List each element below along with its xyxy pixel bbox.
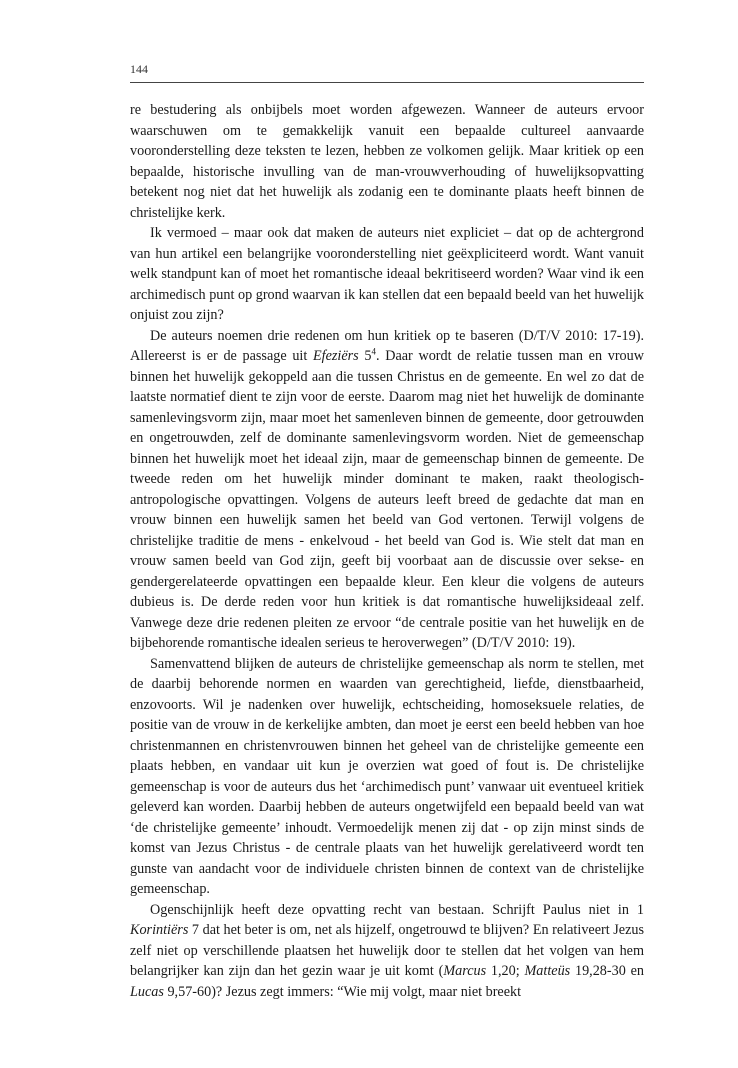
paragraph-5: Ogenschijnlijk heeft deze opvatting recht van bestaan. Schrijft Paulus niet in 1 Korintiërs 7 dat het beter is om, net als hijzelf, ongetrouwd te blijven? En relativeert Jezus zelf niet op verschillende plaatsen het huwelijk door te stellen dat het volgen van hem belangrijker kan zijn dan het gezin waar je uit komt (Marcus 1,20; Matteüs 19,28-30 en Lucas 9,57-60)? Jezus zegt immers: “Wie mij volgt, maar niet breekt [130,901,644,1000]
book-reference: Matteüs [524,963,571,979]
body-text [130,100,644,1002]
paragraph-4: Samenvattend blijken de auteurs de christelijke gemeenschap als norm te stellen, met de daarbij behorende normen en waarden van gerechtigheid, liefde, dienstbaarheid, enzovoorts. Wil je nadenken over huwelijk, echtscheiding, homoseksuele relaties, de positie van de vrouw in de kerkelijke ambten, dan moet je eerst een beeld hebben van hoe christenmannen en christenvrouwen binnen het geheel van de christelijke gemeente een plaats hebben, en vandaar uit kun je overzien wat goed of fout is. De christelijke gemeenschap is voor de auteurs dus het ‘archimedisch punt’ vanwaar uit eventueel kritiek geleverd kan worden. Daarbij hebben de auteurs ongetwijfeld een bepaald beeld van wat ‘de christelijke gemeente’ inhoudt. Vermoedelijk menen zij dat - op zijn minst sinds de komst van Jezus Christus - de centrale plaats van het huwelijk gerelativeerd wordt ten gunste van aandacht voor de individuele christen binnen de context van de christelijke gemeenschap. [130,655,644,897]
footnote-marker: 4 [371,346,376,357]
paragraph-3: De auteurs noemen drie redenen om hun kritiek op te baseren (D/T/V 2010: 17-19). Allereerst is er de passage uit Efeziërs $5^4$. Daar wordt de relatie tussen man en vrouw binnen het huwelijk gekoppeld aan die tussen Christus en de gemeente. En wel zo dat de laatste normatief dient te zijn voor de eerste. Daarom mag niet het huwelijk de dominante samenlevingsvorm zijn, maar moet het samenleven binnen de gemeente, door getrouwden en ongetrouwden, zelf de dominante samenlevingsvorm worden. Niet de gemeenschap binnen het huwelijk moet het ideaal zijn, maar de gemeenschap binnen de gemeente. De tweede reden om het huwelijk minder dominant te maken, raakt theologisch-antropologische opvattingen. Volgens de auteurs leeft breed de gedachte dat man en vrouw binnen een huwelijk samen het beeld van God vertonen. Terwijl volgens de christelijke traditie de mens - enkelvoud - het beeld van God is. Wie stelt dat man en vrouw samen beeld van God zijn, geeft bij voorbaat aan de discussie over sekse- en gendergerelateerde opvattingen een bepaalde kleur. Een kleur die volgens de auteurs dubieus is. De derde reden voor hun kritiek is dat romantische huwelijksideaal zelf. Vanwege deze drie redenen pleiten ze ervoor “de centrale positie van het huwelijk en de bijbehorende romantische idealen serieus te heroverwegen” (D/T/V 2010: 19). [130,327,644,651]
book-reference: Lucas [130,983,164,1000]
book-reference: Marcus [443,963,487,979]
paragraph-2: Ik vermoed – maar ook dat maken de auteurs niet expliciet – dat op de achtergrond van hun artikel een belangrijke vooronderstelling niet geëxpliciteerd wordt. Want vanuit welk standpunt kan of moet het romantische ideaal bekritiseerd worden? Waar vind ik een archimedisch punt op grond waarvan ik kan stellen dat een bepaald beeld van het huwelijk onjuist zou zijn? [130,225,644,323]
book-reference: Korintiërs [130,922,189,938]
header-rule [130,82,644,83]
book-reference: Efeziërs [312,348,359,364]
page-number: 144 [130,62,148,76]
paragraph-1: re bestudering als onbijbels moet worden afgewezen. Wanneer de auteurs ervoor waarschuwen om te gemakkelijk vanuit een bepaalde cultureel aanvaarde vooronderstelling deze teksten te lezen, hebben ze volkomen gelijk. Maar kritiek op een bepaalde, historische invulling van de man-vrouwverhouding of huwelijksopvatting betekent nog niet dat het huwelijk als zodanig een te dominante plaats heeft binnen de christelijke kerk. [130,102,644,221]
